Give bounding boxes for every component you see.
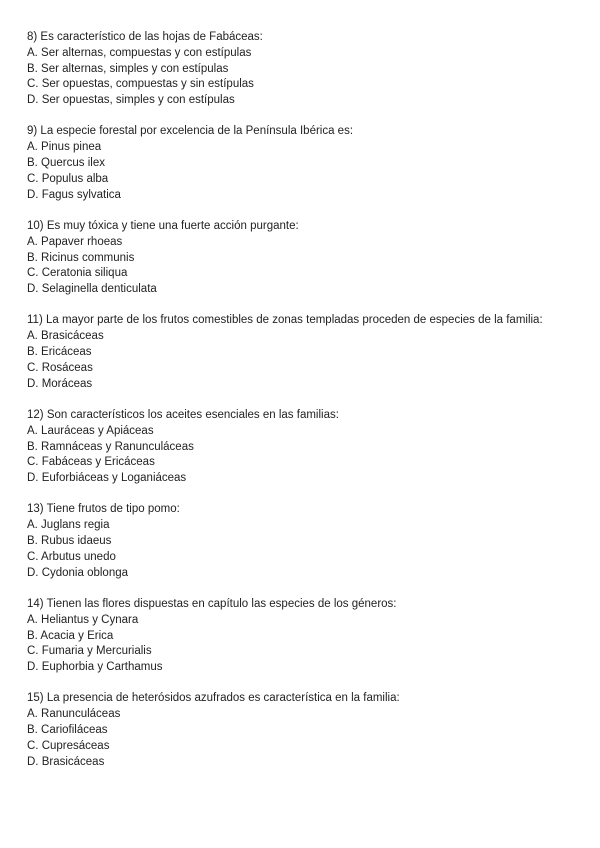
option-b: B. Ricinus communis: [27, 251, 135, 264]
question-9: [27, 124, 577, 203]
option-b: B. Ericáceas: [27, 346, 92, 359]
option-d: D. Ser opuestas, simples y con estípulas: [27, 94, 235, 107]
option-c: C. Populus alba: [27, 172, 109, 185]
option-c: C. Ceratonia siliqua: [27, 267, 128, 280]
question-10: [27, 219, 577, 298]
question-12: [27, 408, 577, 487]
option-b: B. Acacia y Erica: [27, 629, 114, 642]
question-text: 11) La mayor parte de los frutos comestibles de zonas templadas proceden de especies de la familia:: [27, 314, 543, 327]
option-a: A. Pinus pinea: [27, 141, 102, 154]
option-c: C. Fumaria y Mercurialis: [27, 645, 152, 658]
question-13: [27, 502, 577, 581]
option-d: D. Moráceas: [27, 377, 93, 390]
option-d: D. Selaginella denticulata: [27, 283, 157, 296]
option-a: A. Papaver rhoeas: [27, 235, 123, 248]
option-b: B. Ramnáceas y Ranunculáceas: [27, 440, 194, 453]
option-c: C. Arbutus unedo: [27, 550, 116, 563]
option-b: B. Ser alternas, simples y con estípulas: [27, 62, 229, 75]
option-b: B. Cariofiláceas: [27, 723, 108, 736]
option-d: D. Fagus sylvatica: [27, 188, 121, 201]
option-c: C. Fabáceas y Ericáceas: [27, 456, 155, 469]
question-text: 9) La especie forestal por excelencia de la Península Ibérica es:: [27, 125, 354, 138]
question-text: 13) Tiene frutos de tipo pomo:: [27, 503, 180, 516]
question-11: [27, 313, 577, 392]
option-b: B. Quercus ilex: [27, 157, 105, 170]
option-a: A. Heliantus y Cynara: [27, 613, 139, 626]
option-a: A. Lauráceas y Apiáceas: [27, 424, 154, 437]
option-d: D. Euforbiáceas y Loganiáceas: [27, 472, 187, 485]
option-c: C. Cupresáceas: [27, 739, 110, 752]
option-d: D. Brasicáceas: [27, 755, 105, 768]
option-d: D. Cydonia oblonga: [27, 566, 129, 579]
option-c: C. Ser opuestas, compuestas y sin estípulas: [27, 78, 254, 91]
option-a: A. Ser alternas, compuestas y con estípulas: [27, 46, 252, 59]
question-text: 8) Es característico de las hojas de Fabáceas:: [27, 31, 263, 43]
question-15: [27, 691, 577, 770]
option-c: C. Rosáceas: [27, 361, 93, 374]
option-d: D. Euphorbia y Carthamus: [27, 661, 163, 674]
question-text: 10) Es muy tóxica y tiene una fuerte acción purgante:: [27, 219, 299, 232]
option-a: A. Ranunculáceas: [27, 708, 121, 721]
option-b: B. Rubus idaeus: [27, 535, 112, 548]
document-page: [27, 30, 577, 786]
option-a: A. Juglans regia: [27, 519, 110, 532]
option-a: A. Brasicáceas: [27, 330, 104, 343]
question-text: 12) Son característicos los aceites esenciales en las familias:: [27, 408, 339, 421]
question-14: [27, 597, 577, 676]
question-text: 15) La presencia de heterósidos azufrados es característica en la familia:: [27, 692, 400, 705]
question-8: [27, 30, 577, 109]
question-text: 14) Tienen las flores dispuestas en capítulo las especies de los géneros:: [27, 597, 397, 610]
